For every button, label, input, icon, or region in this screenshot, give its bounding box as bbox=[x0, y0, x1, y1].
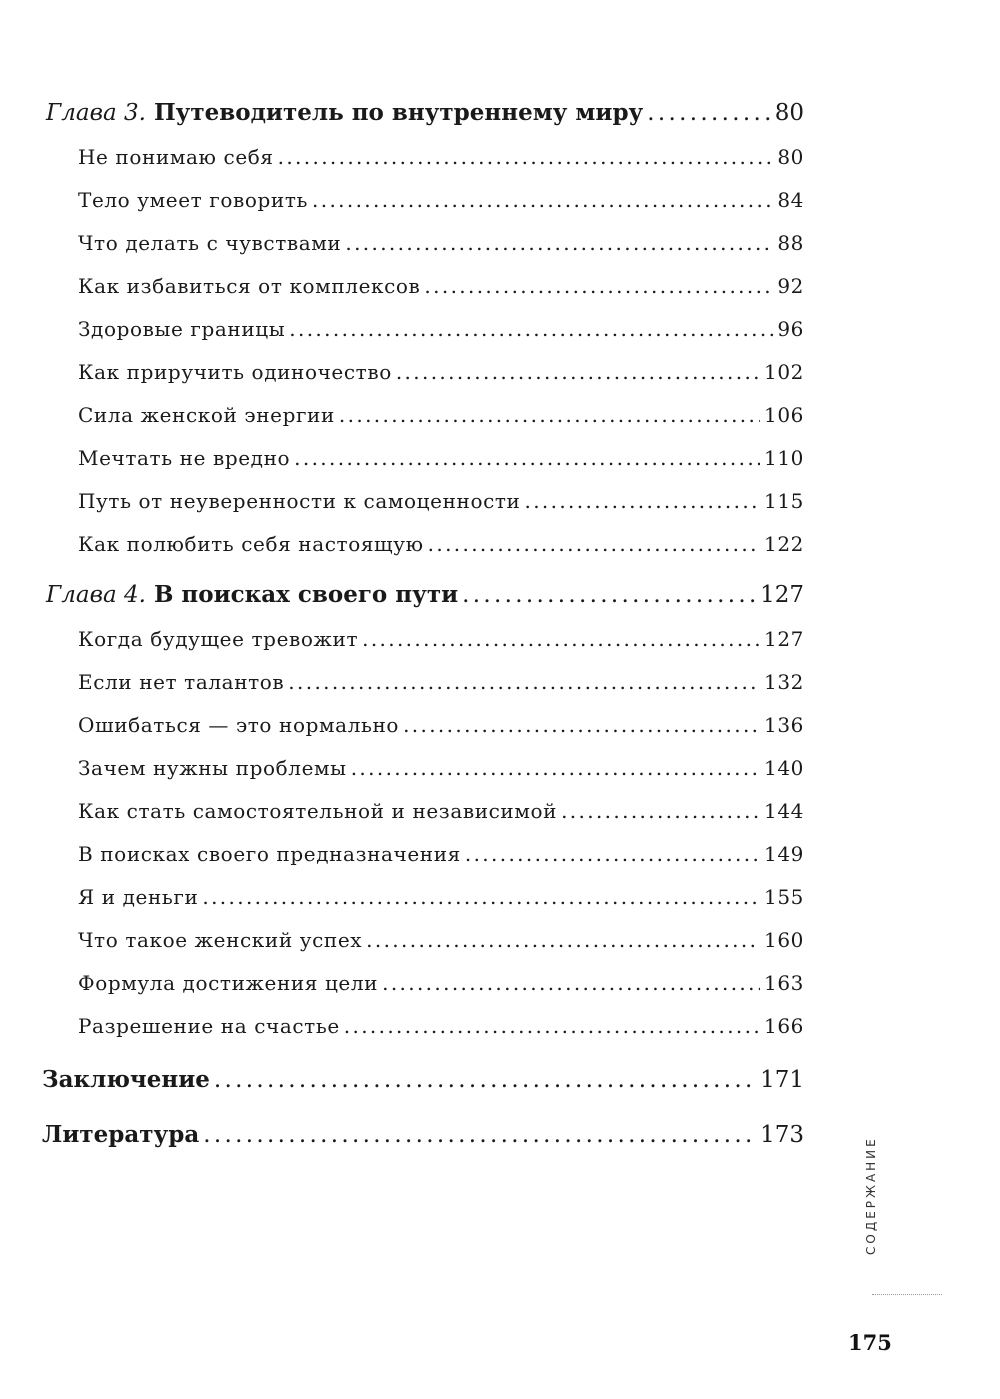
chapter-title: В поисках своего пути bbox=[153, 581, 459, 608]
dot-leader bbox=[428, 532, 760, 556]
dot-leader bbox=[465, 842, 760, 866]
toc-item-page: 88 bbox=[777, 231, 804, 255]
toc-item-page: 155 bbox=[764, 885, 804, 909]
toc-item[interactable] bbox=[78, 145, 804, 169]
dot-leader bbox=[278, 145, 774, 169]
section-page-number: 173 bbox=[760, 1122, 804, 1148]
toc-item[interactable] bbox=[78, 670, 804, 694]
dot-leader bbox=[647, 100, 770, 126]
toc-item-page: 140 bbox=[764, 756, 804, 780]
toc-item-page: 163 bbox=[764, 971, 804, 995]
dot-leader bbox=[351, 756, 760, 780]
dot-leader bbox=[424, 274, 773, 298]
chapter-page-number: 127 bbox=[760, 582, 804, 608]
dot-leader bbox=[289, 317, 773, 341]
toc-item-page: 84 bbox=[777, 188, 804, 212]
toc-item-page: 106 bbox=[764, 403, 804, 427]
dot-leader bbox=[339, 403, 760, 427]
toc-item-page: 110 bbox=[764, 446, 804, 470]
toc-item[interactable] bbox=[78, 842, 804, 866]
toc-item-title: Как полюбить себя настоящую bbox=[78, 532, 424, 556]
toc-item-title: Если нет талантов bbox=[78, 670, 285, 694]
toc-item-title: Мечтать не вредно bbox=[78, 446, 291, 470]
toc-item-title: Как стать самостоятельной и независимой bbox=[78, 799, 558, 823]
toc-conclusion[interactable] bbox=[42, 1066, 804, 1093]
toc-item[interactable] bbox=[78, 971, 804, 995]
section-page-number: 171 bbox=[760, 1067, 804, 1093]
toc-item[interactable] bbox=[78, 799, 804, 823]
toc-item[interactable] bbox=[78, 231, 804, 255]
dot-leader bbox=[561, 799, 760, 823]
toc-item-page: 122 bbox=[764, 532, 804, 556]
toc-item-title: Как приручить одиночество bbox=[78, 360, 392, 384]
dot-leader bbox=[202, 885, 760, 909]
toc-item-title: Разрешение на счастье bbox=[78, 1014, 340, 1038]
dot-leader bbox=[203, 1122, 756, 1148]
toc-item-page: 127 bbox=[764, 627, 804, 651]
toc-item-title: Ошибаться — это нормально bbox=[78, 713, 400, 737]
toc-item-title: Сила женской энергии bbox=[78, 403, 335, 427]
toc-item[interactable] bbox=[78, 713, 804, 737]
dot-leader bbox=[214, 1067, 756, 1093]
chapter-prefix: Глава 3. bbox=[46, 100, 146, 126]
dot-leader bbox=[294, 446, 760, 470]
toc-item-title: Не понимаю себя bbox=[78, 145, 274, 169]
dot-leader bbox=[344, 1014, 760, 1038]
toc-item[interactable] bbox=[78, 1014, 804, 1038]
toc-item-title: Когда будущее тревожит bbox=[78, 627, 359, 651]
toc-item[interactable] bbox=[78, 489, 804, 513]
toc-item-title: Тело умеет говорить bbox=[78, 188, 309, 212]
dot-leader bbox=[396, 360, 760, 384]
toc-item-page: 136 bbox=[764, 713, 804, 737]
chapter-title: Путеводитель по внутреннему миру bbox=[153, 99, 644, 126]
dot-leader bbox=[362, 627, 760, 651]
toc-item[interactable] bbox=[78, 188, 804, 212]
toc-chapter-4[interactable] bbox=[46, 581, 804, 608]
chapter-prefix: Глава 4. bbox=[46, 582, 146, 608]
toc-item-title: В поисках своего предназначения bbox=[78, 842, 461, 866]
dot-leader bbox=[524, 489, 760, 513]
toc-item-title: Путь от неуверенности к самоценности bbox=[78, 489, 521, 513]
dot-leader bbox=[403, 713, 760, 737]
toc-item[interactable] bbox=[78, 627, 804, 651]
toc-item[interactable] bbox=[78, 360, 804, 384]
toc-item-title: Здоровые границы bbox=[78, 317, 286, 341]
toc-item-page: 132 bbox=[764, 670, 804, 694]
dot-leader bbox=[288, 670, 760, 694]
toc-item[interactable] bbox=[78, 446, 804, 470]
toc-item-title: Я и деньги bbox=[78, 885, 199, 909]
toc-item[interactable] bbox=[78, 274, 804, 298]
toc-item-page: 160 bbox=[764, 928, 804, 952]
side-divider bbox=[872, 1294, 942, 1295]
toc-item-title: Как избавиться от комплексов bbox=[78, 274, 421, 298]
toc-item-page: 144 bbox=[764, 799, 804, 823]
dot-leader bbox=[462, 582, 756, 608]
toc-item[interactable] bbox=[78, 756, 804, 780]
toc-item-page: 149 bbox=[764, 842, 804, 866]
toc-item-title: Что делать с чувствами bbox=[78, 231, 342, 255]
toc-item-page: 115 bbox=[764, 489, 804, 513]
running-header-vertical: СОДЕРЖАНИЕ bbox=[864, 1136, 878, 1255]
toc-item[interactable] bbox=[78, 317, 804, 341]
toc-chapter-3[interactable] bbox=[46, 99, 804, 126]
dot-leader bbox=[312, 188, 773, 212]
dot-leader bbox=[345, 231, 773, 255]
page-number: 175 bbox=[848, 1330, 892, 1355]
section-title: Литература bbox=[42, 1121, 200, 1148]
toc-item-page: 166 bbox=[764, 1014, 804, 1038]
toc-item-title: Зачем нужны проблемы bbox=[78, 756, 347, 780]
toc-literature[interactable] bbox=[42, 1121, 804, 1148]
toc-item-title: Что такое женский успех bbox=[78, 928, 363, 952]
chapter-page-number: 80 bbox=[774, 100, 804, 126]
toc-item-page: 102 bbox=[764, 360, 804, 384]
toc-item[interactable] bbox=[78, 532, 804, 556]
toc-item[interactable] bbox=[78, 885, 804, 909]
toc-item[interactable] bbox=[78, 928, 804, 952]
toc-item-page: 92 bbox=[777, 274, 804, 298]
toc-item-page: 96 bbox=[777, 317, 804, 341]
section-title: Заключение bbox=[42, 1066, 210, 1093]
toc-item-title: Формула достижения цели bbox=[78, 971, 379, 995]
dot-leader bbox=[366, 928, 760, 952]
toc-item[interactable] bbox=[78, 403, 804, 427]
dot-leader bbox=[382, 971, 760, 995]
toc-item-page: 80 bbox=[777, 145, 804, 169]
